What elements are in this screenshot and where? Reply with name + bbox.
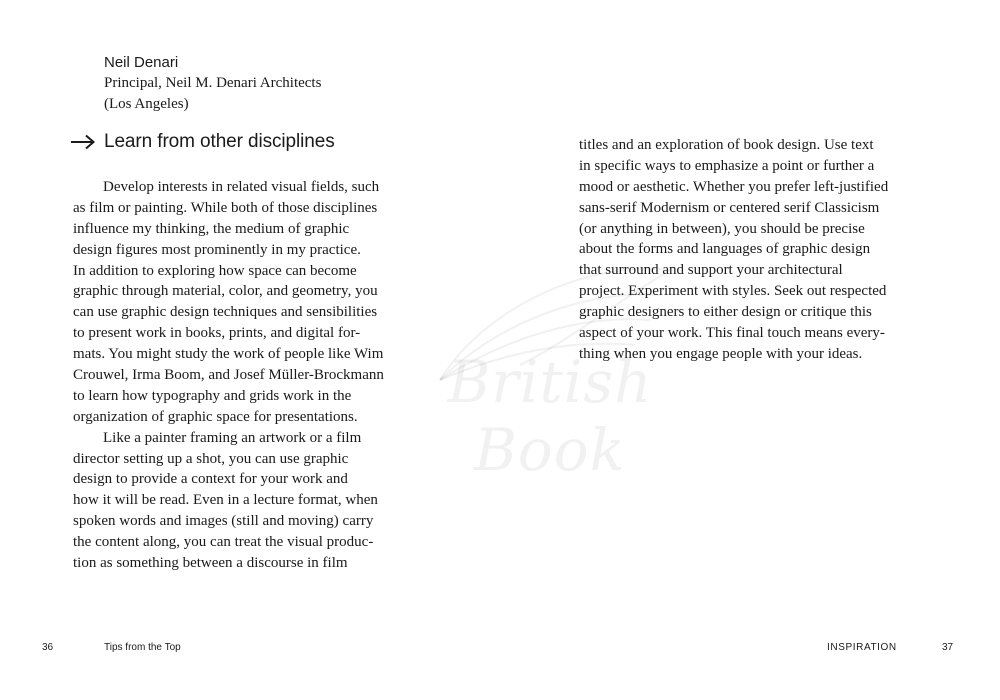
body-line: organization of graphic space for presentations. [73,408,358,425]
body-line: Develop interests in related visual fields, such [103,179,380,195]
body-line: (or anything in between), you should be precise [579,220,865,237]
body-line: how it will be read. Even in a lecture format, when [73,492,378,509]
body-line: titles and an exploration of book design. Use text [579,137,874,153]
body-line: graphic designers to either design or critique this [579,304,872,321]
body-line: design figures most prominently in my practice. [73,241,361,258]
body-line: spoken words and images (still and moving) carry [73,513,374,530]
body-line: to present work in books, prints, and digital for- [73,325,361,342]
body-line: influence my thinking, the medium of graphic [73,220,350,237]
body-line: sans-serif Modernism or centered serif Classicism [579,199,880,216]
section-heading [70,131,335,153]
body-line: thing when you engage people with your ideas. [579,345,863,362]
watermark-text: British Book [447,348,653,484]
author-role: Principal, Neil M. Denari Architects [104,75,322,91]
body-line: Like a painter framing an artwork or a film [103,429,362,446]
body-line: In addition to exploring how space can become [73,262,357,279]
right-arrow-icon [70,134,96,150]
body-line: project. Experiment with styles. Seek out respected [579,283,887,300]
body-line: that surround and support your architectural [579,262,843,279]
author-location: (Los Angeles) [104,96,189,112]
page-number-left: 36 [42,642,54,653]
body-line: mood or aesthetic. Whether you prefer left-justified [579,178,889,195]
body-line: director setting up a shot, you can use graphic [73,450,349,467]
body-line: design to provide a context for your work and [73,471,348,488]
body-line: as film or painting. While both of those disciplines [73,199,378,216]
right-column-body [579,135,924,365]
body-line: in specific ways to emphasize a point or further a [579,157,875,174]
body-line: tion as something between a discourse in film [73,555,348,572]
body-line: the content along, you can treat the visual produc- [73,534,374,551]
body-line: to learn how typography and grids work in the [73,387,352,404]
author-name: Neil Denari [104,54,179,71]
running-title-left: Tips from the Top [104,642,181,653]
body-line: can use graphic design techniques and sensibilities [73,304,378,321]
body-line: Crouwel, Irma Boom, and Josef Müller-Brockmann [73,367,384,384]
page-number-right: 37 [942,642,954,653]
attribution-block [104,52,424,115]
running-title-right: INSPIRATION [827,642,897,653]
body-line: aspect of your work. This final touch means every- [579,325,885,342]
section-title: Learn from other disciplines [104,131,335,152]
body-line: about the forms and languages of graphic design [579,241,871,258]
left-column-body [73,177,418,574]
body-line: mats. You might study the work of people like Wim [73,346,384,363]
body-line: graphic through material, color, and geometry, you [73,283,378,300]
